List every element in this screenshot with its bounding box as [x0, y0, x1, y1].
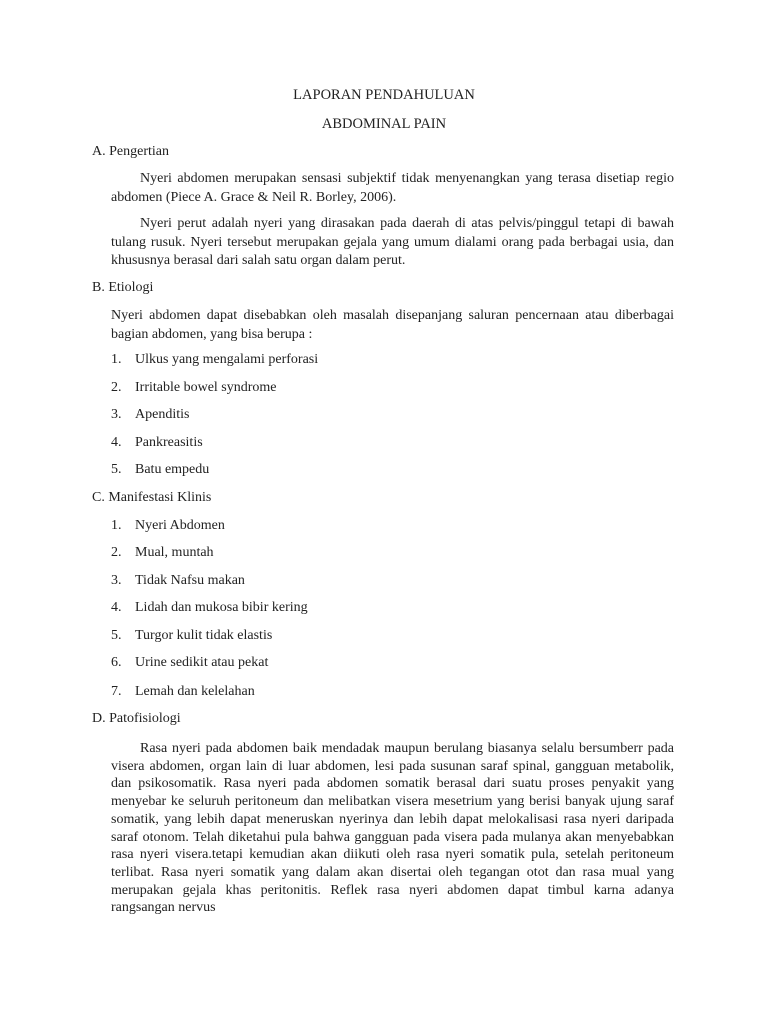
- list-item: [111, 573, 245, 589]
- document-subtitle: ABDOMINAL PAIN: [321, 116, 447, 132]
- list-item: [111, 435, 203, 451]
- document-title: LAPORAN PENDAHULUAN: [293, 87, 475, 103]
- list-number: 1.: [111, 518, 122, 533]
- list-number: 3.: [111, 407, 122, 422]
- patofisiologi-paragraph: Rasa nyeri pada abdomen baik mendadak maupun berulang biasanya selalu bersumberr pada visera abdomen, organ lain di luar abdomen, lesi pada susunan saraf spinal, gangguan metabolik, dan psikosomatik. Rasa nyeri pada abdomen somatik berasal dari suatu proses penyakit yang menyebar ke seluruh peritoneum dan melibatkan visera mesetrium yang berisi banyak ujung saraf somatik, yang lebih dapat meneruskan nyerinya dan lebih dapat melokalisasi rasa nyeri daripada saraf otonom. Telah diketahui pula bahwa gangguan pada visera pada mulanya akan menyebabkan rasa nyeri visera.tetapi kemudian akan diikuti oleh rasa nyeri somatik pula, setelah peritoneum terlibat. Rasa nyeri somatik yang dalam akan disertai oleh tegangan otot dan rasa mual yang merupakan gejala khas peritonitis. Reflek rasa nyeri abdomen dapat timbul karna adanya rangsangan nervus: [111, 741, 674, 916]
- list-number: 7.: [111, 684, 122, 699]
- etiologi-intro: Nyeri abdomen dapat disebabkan oleh masalah disepanjang saluran pencernaan atau diberbagai bagian abdomen, yang bisa berupa :: [111, 308, 674, 342]
- list-item: [111, 518, 225, 534]
- list-item: [111, 380, 277, 396]
- list-text: Turgor kulit tidak elastis: [135, 628, 273, 643]
- list-item: [111, 545, 214, 561]
- list-text: Nyeri Abdomen: [135, 518, 225, 533]
- list-text: Mual, muntah: [135, 545, 214, 560]
- list-text: Lemah dan kelelahan: [135, 684, 255, 699]
- list-number: 2.: [111, 380, 122, 395]
- list-item: [111, 600, 308, 616]
- list-item: [111, 628, 272, 644]
- list-number: 3.: [111, 573, 122, 588]
- section-heading-pengertian: A. Pengertian: [92, 144, 169, 159]
- list-number: 4.: [111, 435, 122, 450]
- section-heading-patofisiologi: D. Patofisiologi: [92, 711, 181, 726]
- list-text: Apenditis: [135, 407, 190, 422]
- list-number: 1.: [111, 352, 122, 367]
- pengertian-paragraph-1: Nyeri abdomen merupakan sensasi subjektif tidak menyenangkan yang terasa disetiap regio abdomen (Piece A. Grace & Neil R. Borley, 2006).: [111, 171, 674, 205]
- list-text: Irritable bowel syndrome: [135, 380, 277, 395]
- list-item: [111, 462, 209, 478]
- list-number: 5.: [111, 462, 122, 477]
- list-item: [111, 655, 268, 671]
- pengertian-paragraph-2: Nyeri perut adalah nyeri yang dirasakan pada daerah di atas pelvis/pinggul tetapi di bawah tulang rusuk. Nyeri tersebut merupakan gejala yang umum dialami orang pada berbagai usia, dan khususnya berasal dari salah satu organ dalam perut.: [111, 216, 674, 268]
- list-item: [111, 352, 318, 368]
- list-text: Pankreasitis: [135, 435, 203, 450]
- list-number: 2.: [111, 545, 122, 560]
- list-number: 6.: [111, 655, 122, 670]
- list-text: Batu empedu: [135, 462, 210, 477]
- list-number: 5.: [111, 628, 122, 643]
- list-item: [111, 407, 189, 423]
- list-number: 4.: [111, 600, 122, 615]
- list-text: Tidak Nafsu makan: [135, 573, 245, 588]
- list-text: Ulkus yang mengalami perforasi: [135, 352, 319, 367]
- section-heading-manifestasi-klinis: C. Manifestasi Klinis: [92, 490, 212, 505]
- list-text: Urine sedikit atau pekat: [135, 655, 269, 670]
- section-heading-etiologi: B. Etiologi: [92, 280, 154, 295]
- list-text: Lidah dan mukosa bibir kering: [135, 600, 308, 615]
- list-item: [111, 684, 255, 700]
